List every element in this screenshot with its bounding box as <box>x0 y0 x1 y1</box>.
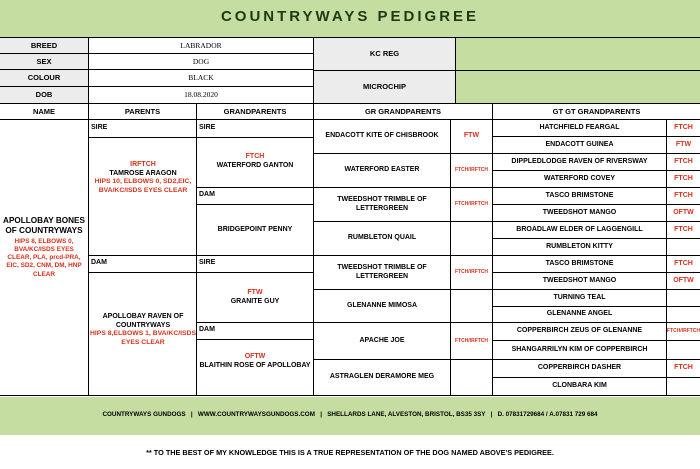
dob-label: DOB <box>35 90 53 100</box>
colour-value: BLACK <box>188 73 214 83</box>
gt-gt-grandparent-title: FTCH <box>674 174 693 182</box>
gt-gt-grandparent-name: COPPERBIRCH ZEUS OF GLENANNE <box>516 327 643 335</box>
grandparent-name: WATERFORD GANTON <box>216 162 294 170</box>
gp1-label: SIRE <box>199 124 216 131</box>
gt-gt-grandparent-title: FTCH <box>674 225 693 233</box>
gt-gt-grandparent-title: FTW <box>675 140 692 148</box>
sire-name: TAMROSE ARAGON <box>109 170 177 178</box>
gt-gt-grandparent-title <box>667 378 700 395</box>
gr-grandparent-name: ENDACOTT KITE OF CHISBROOK <box>325 132 439 140</box>
dob-value: 18.08.2020 <box>184 90 218 100</box>
sex-value: DOG <box>192 56 210 66</box>
sire-cell <box>90 160 196 196</box>
gp3-label: SIRE <box>199 259 216 266</box>
colour-label: COLOUR <box>27 73 61 83</box>
gr-grandparent-name: APACHE JOE <box>359 336 405 344</box>
dog-name: APOLLOBAY BONES OF COUNTRYWAYS <box>3 216 85 236</box>
gr-grandparent-name: TWEEDSHOT TRIMBLE OF LETTERGREEN <box>337 263 427 280</box>
declaration: ** TO THE BEST OF MY KNOWLEDGE THIS IS A TRUE REPRESENTATION OF THE DOG NAMED ABOVE'S PEDIGREE. <box>146 448 554 457</box>
gr-grandparent-name: WATERFORD EASTER <box>344 166 420 174</box>
gp2-label: DAM <box>199 191 215 198</box>
gr-grandparent-name: GLENANNE MIMOSA <box>347 301 417 309</box>
grandparent-name: BRIDGEPOINT PENNY <box>217 226 293 233</box>
grandparent-title: OFTW <box>244 353 266 360</box>
grandparent-cell <box>198 152 312 170</box>
grandparent-cell <box>198 352 312 370</box>
gr-grandparent-title <box>451 290 492 322</box>
header-gr-grandparents: GR GRANDPARENTS <box>364 106 442 116</box>
grandparent-name: BLAITHIN ROSE OF APOLLOBAY <box>199 362 311 370</box>
gt-gt-grandparent-name: TURNING TEAL <box>553 293 606 301</box>
gt-gt-grandparent-name: TASCO BRIMSTONE <box>545 259 614 267</box>
gt-gt-grandparent-title: FTCH <box>674 364 693 372</box>
kc-reg-label: KC REG <box>369 49 400 59</box>
dam-cell <box>90 312 196 348</box>
gt-gt-grandparent-title: OFTW <box>673 276 694 284</box>
page-title: COUNTRYWAYS PEDIGREE <box>220 8 480 25</box>
header-name: NAME <box>32 106 56 116</box>
header-parents: PARENTS <box>124 106 161 116</box>
gr-grandparent-title <box>451 222 492 255</box>
kc-reg-value <box>456 38 700 70</box>
gt-gt-grandparent-title: FTCH <box>674 123 693 131</box>
sire-health: HIPS 10, ELBOWS 0, SD2,EIC, BVA/KC/ISDS EYES CLEAR <box>94 178 192 195</box>
gt-gt-grandparent-title: FTCH <box>674 259 693 267</box>
dam-health: HIPS 8,ELBOWS 1, BVA/KC/ISDS EYES CLEAR <box>90 330 196 347</box>
gr-grandparent-name: RUMBLETON QUAIL <box>347 234 417 242</box>
gr-grandparent-name: TWEEDSHOT TRIMBLE OF LETTERGREEN <box>337 195 427 212</box>
gt-gt-grandparent-name: TWEEDSHOT MANGO <box>542 208 617 216</box>
header-grandparents: GRANDPARENTS <box>223 106 287 116</box>
grandparent-cell <box>198 225 312 234</box>
gr-grandparent-title: FTCH/IRFTCH <box>454 167 489 174</box>
header-gt-gt-grandparents: GT GT GRANDPARENTS <box>552 106 641 116</box>
gt-gt-grandparent-name: GLENANNE ANGEL <box>546 310 613 318</box>
gt-gt-grandparent-title: FTCH <box>674 157 693 165</box>
grandparent-cell <box>198 288 312 306</box>
microchip-value <box>456 71 700 103</box>
gt-gt-grandparent-name: RUMBLETON KITTY <box>546 242 613 250</box>
gr-grandparent-title <box>451 360 492 395</box>
gt-gt-grandparent-name: DIPPLEDLODGE RAVEN OF RIVERSWAY <box>511 157 648 165</box>
gt-gt-grandparent-name: CLONBARA KIM <box>552 382 607 390</box>
gr-grandparent-title: FTCH/IRFTCH <box>454 269 489 276</box>
gt-gt-grandparent-name: WATERFORD COVEY <box>543 174 616 182</box>
gt-gt-grandparent-name: HATCHFIELD FEARGAL <box>539 123 620 131</box>
gt-gt-grandparent-name: TWEEDSHOT MANGO <box>542 276 617 284</box>
sire-title: IRFTCH <box>130 161 156 168</box>
gr-grandparent-title: FTCH/IRFTCH <box>454 201 489 208</box>
gt-gt-grandparent-title <box>667 239 700 255</box>
breed-label: BREED <box>30 40 58 50</box>
breed-value: LABRADOR <box>180 40 222 50</box>
gt-gt-grandparent-title <box>667 290 700 306</box>
gr-grandparent-title: FTW <box>463 132 480 140</box>
microchip-label: MICROCHIP <box>363 82 406 92</box>
sex-label: SEX <box>36 56 52 66</box>
gt-gt-grandparent-title: OFTW <box>673 208 694 216</box>
sire-label: SIRE <box>91 124 108 131</box>
gt-gt-grandparent-title: FTCH/IRFTCH <box>666 328 700 335</box>
gt-gt-grandparent-name: TASCO BRIMSTONE <box>545 191 614 199</box>
gr-grandparent-title: FTCH/IRFTCH <box>454 337 489 344</box>
grandparent-name: GRANITE GUY <box>230 298 280 306</box>
gp4-label: DAM <box>199 326 215 333</box>
gt-gt-grandparent-name: SHANGARRILYN KIM OF COPPERBIRCH <box>511 345 648 353</box>
dam-label: DAM <box>91 259 107 266</box>
gt-gt-grandparent-name: COPPERBIRCH DASHER <box>537 364 622 372</box>
gt-gt-grandparent-title <box>667 341 700 359</box>
gt-gt-grandparent-title: FTCH <box>674 191 693 199</box>
gt-gt-grandparent-name: ENDACOTT GUINEA <box>545 140 614 148</box>
gr-grandparent-name: ASTRAGLEN DERAMORE MEG <box>329 373 435 381</box>
dog-cell <box>2 216 86 279</box>
gt-gt-grandparent-name: BROADLAW ELDER OF LAGGENGILL <box>516 225 643 233</box>
grandparent-title: FTW <box>247 289 263 296</box>
grandparent-title: FTCH <box>245 153 265 160</box>
dam-name: APOLLOBAY RAVEN OF COUNTRYWAYS <box>102 313 184 330</box>
footer-contact: COUNTRYWAYS GUNDOGS | WWW.COUNTRYWAYSGUNDOGS.COM | SHELLARDS LANE, ALVESTON, BRISTOL, BS35 3SY | D. 07831729684 / A.07831 729 684 <box>102 411 598 418</box>
dog-health: HIPS 8, ELBOWS 0, BVA/KC/ISDS EYES CLEAR, PLA, prcd-PRA, EIC, SD2, CNM, DM, HNP CLEAR <box>6 237 82 278</box>
gt-gt-grandparent-title <box>667 307 700 322</box>
